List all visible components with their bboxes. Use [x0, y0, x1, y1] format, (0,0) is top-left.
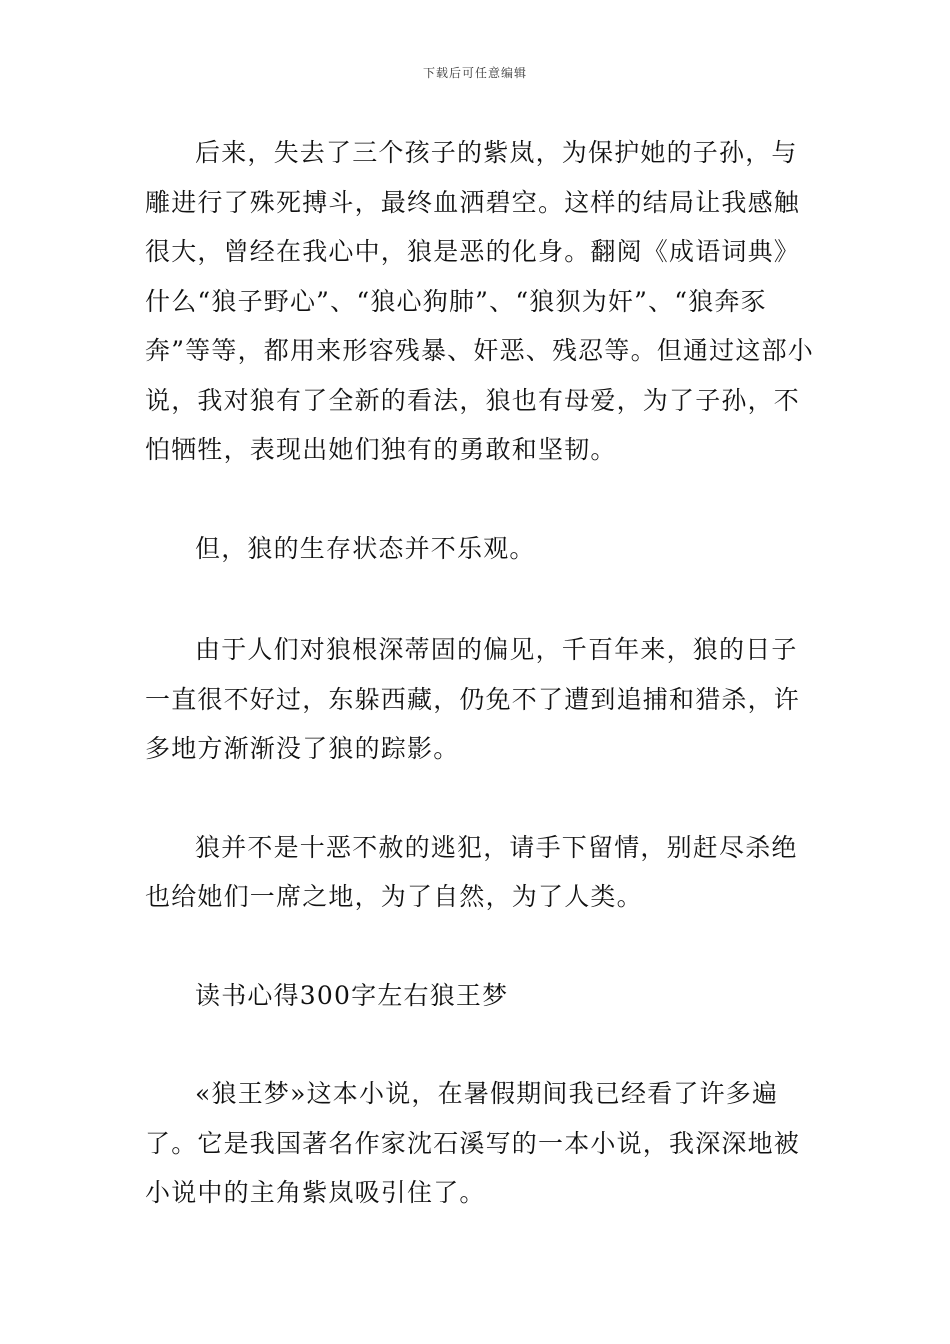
- paragraph-prejudice: 由于人们对狼根深蒂固的偏见，千百年来，狼的日子一直很不好过，东躲西藏，仍免不了遭到追捕和猎杀，许多地方渐渐没了狼的踪影。: [145, 635, 801, 763]
- paragraph-survival-status: 但，狼的生存状态并不乐观。: [195, 533, 536, 563]
- paragraph-spacer: [145, 1020, 815, 1069]
- paragraph-zilan-battle: 后来，失去了三个孩子的紫岚，为保护她的子孙，与雕进行了殊死搏斗，最终血洒碧空。这样的结局让我感触很大，曾经在我心中，狼是恶的化身。翻阅《成语词典》什么“狼子野心”、“狼心狗肺”、“狼狈为奸”、“狼奔豕奔”等等，都用来形容残暴、奸恶、残忍等。但通过这部小说，我对狼有了全新的看法，狼也有母爱，为了子孙，不怕牺牲，表现出她们独有的勇敢和坚韧。: [145, 138, 814, 464]
- paragraph-spacer: [145, 475, 815, 524]
- section-title: 读书心得300字左右狼王梦: [195, 980, 509, 1010]
- paragraph-book-intro: «狼王梦»这本小说，在暑假期间我已经看了许多遍了。它是我国著名作家沈石溪写的一本小说，我深深地被小说中的主角紫岚吸引住了。: [145, 1079, 801, 1207]
- paragraph-spacer: [145, 774, 815, 823]
- paragraph-spacer: [145, 922, 815, 971]
- paragraph-spacer: [145, 573, 815, 625]
- document-body: [145, 128, 815, 1218]
- paragraph-plea: 狼并不是十恶不赦的逃犯，请手下留情，别赶尽杀绝也给她们一席之地，为了自然，为了人类。: [145, 832, 798, 911]
- page-header-note: 下载后可任意编辑: [422, 66, 527, 80]
